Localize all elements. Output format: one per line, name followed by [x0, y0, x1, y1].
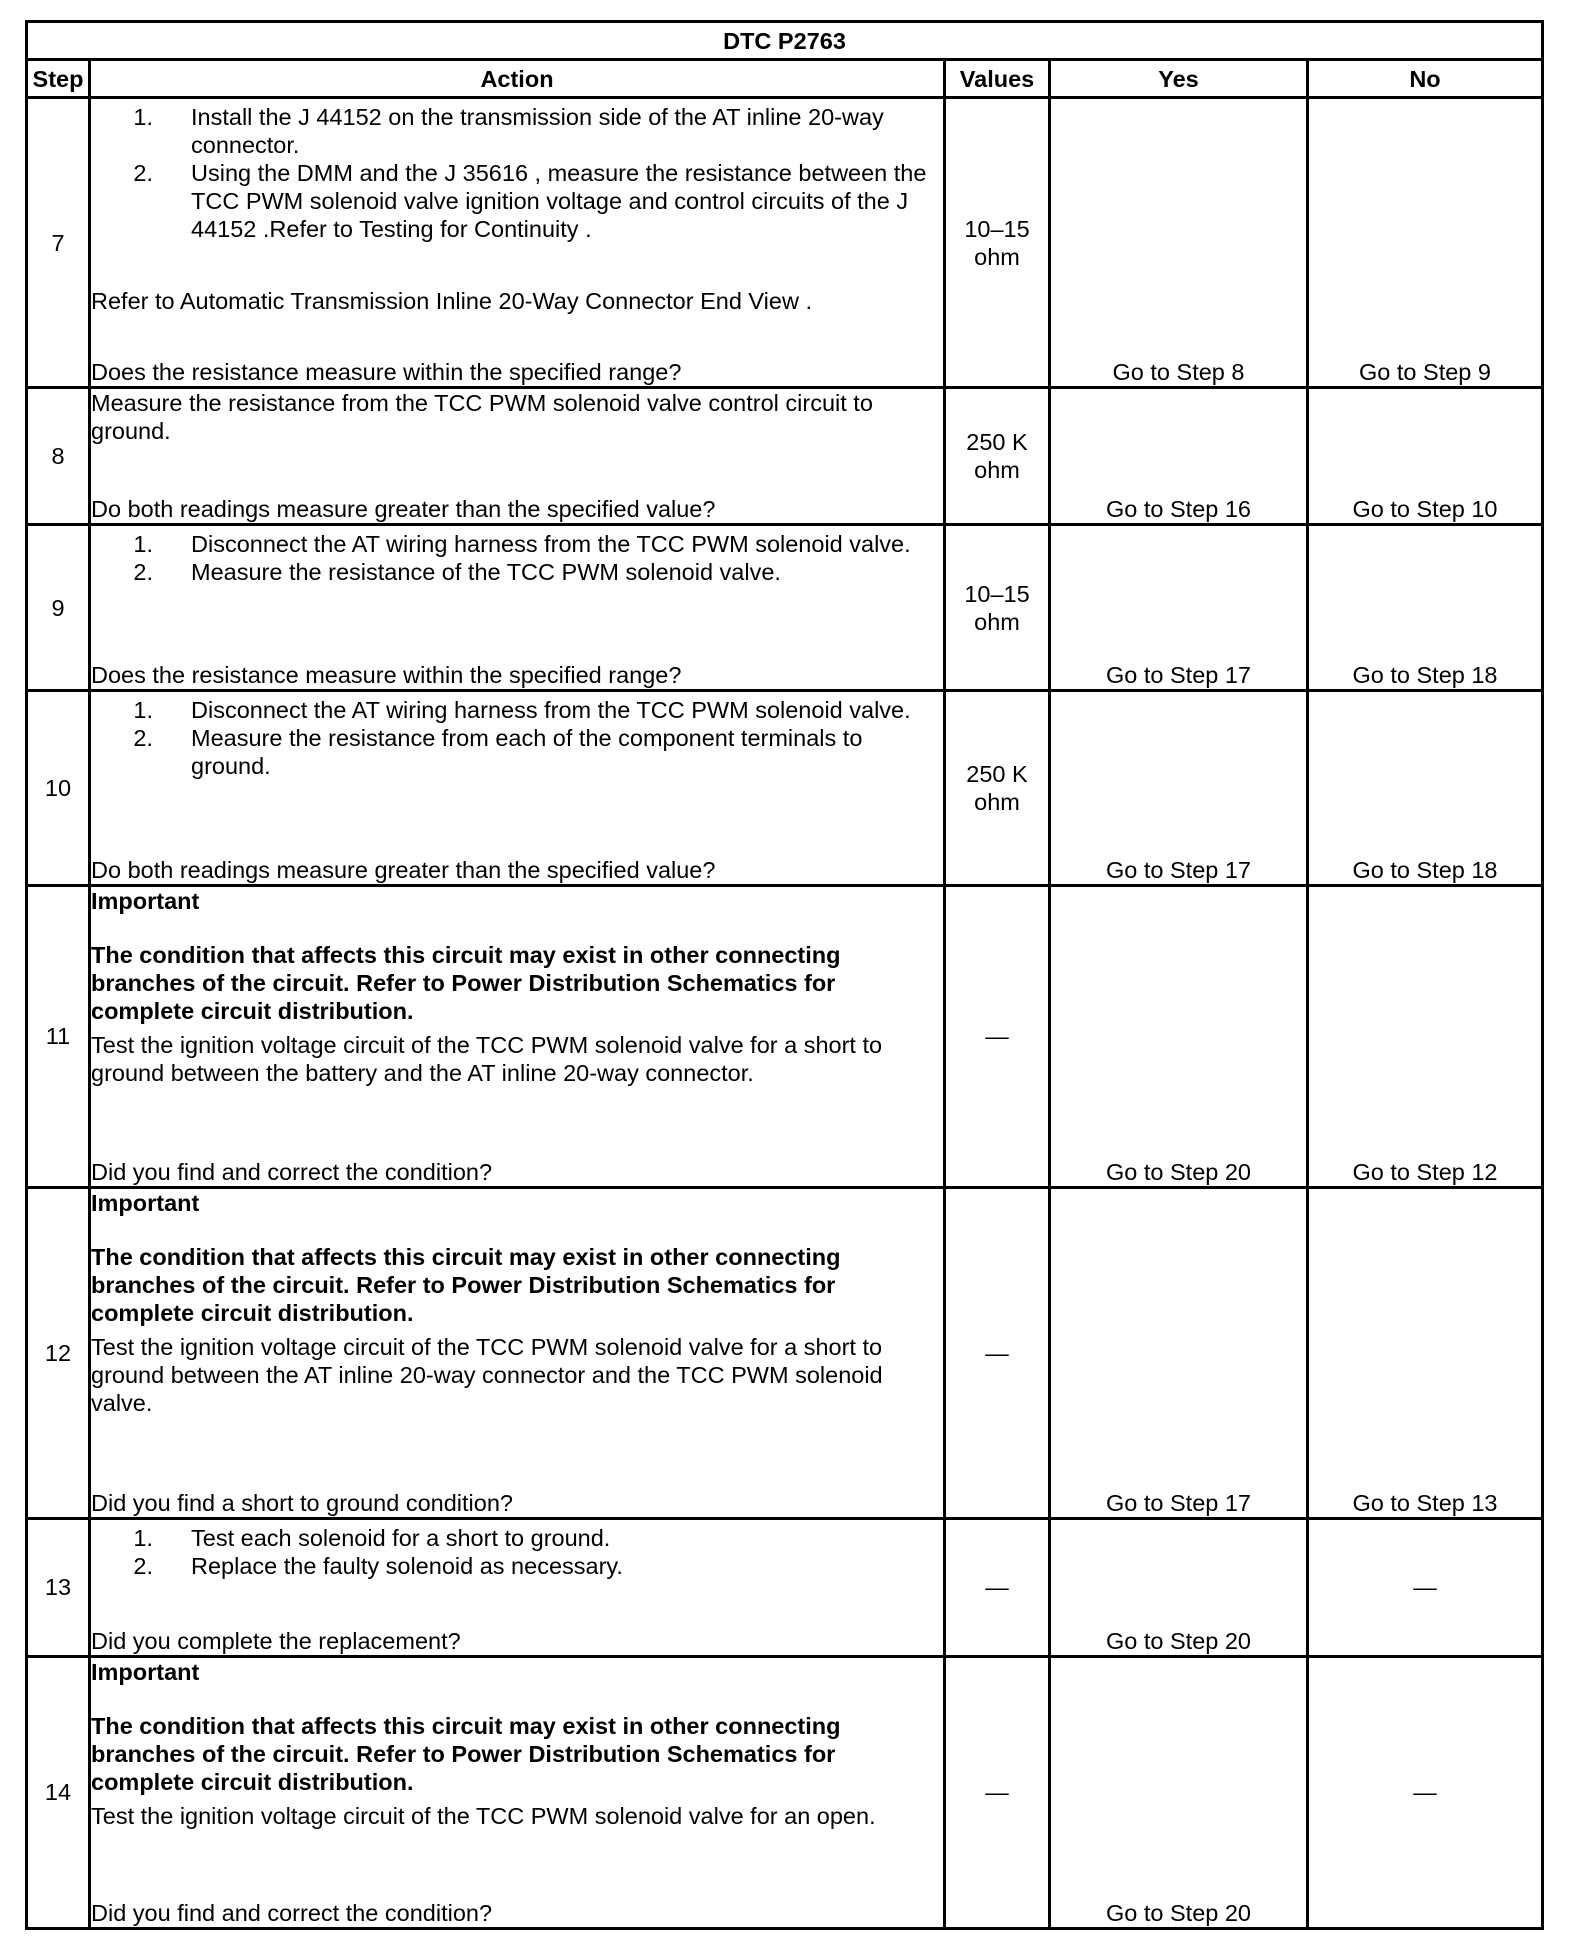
important-label: Important: [91, 1658, 200, 1685]
table-row: [27, 690, 1543, 885]
action-question: Did you find and correct the condition?: [91, 1900, 493, 1926]
important-label: Important: [91, 1190, 200, 1217]
table-row: [27, 1518, 1543, 1656]
list-item: 2. Measure the resistance from each of the component terminals to ground.: [133, 724, 863, 779]
no-link[interactable]: Go to Step 12: [1308, 885, 1543, 1187]
list-item: 2. Replace the faulty solenoid as necessary.: [133, 1552, 623, 1579]
action-cell: [90, 1188, 945, 1518]
step-number: 11: [27, 885, 90, 1187]
no-link[interactable]: Go to Step 10: [1308, 388, 1543, 525]
action-note: Refer to Automatic Transmission Inline 20-Way Connector End View .: [91, 287, 812, 314]
table-row: [27, 388, 1543, 525]
important-text: The condition that affects this circuit may exist in other connecting branches of the circuit. Refer to Power Distribution Schematics for complete circuit distribution.: [91, 941, 841, 1024]
action-question: Does the resistance measure within the specified range?: [91, 661, 682, 688]
step-number: 7: [27, 98, 90, 388]
yes-link[interactable]: Go to Step 17: [1050, 1188, 1308, 1518]
table-row: [27, 885, 1543, 1187]
header-action: Action: [90, 60, 945, 98]
action-text: Test the ignition voltage circuit of the TCC PWM solenoid valve for a short to ground between the battery and the AT inline 20-way connector.: [91, 1031, 883, 1086]
action-question: Did you find a short to ground condition?: [91, 1489, 513, 1516]
no-link[interactable]: Go to Step 13: [1308, 1188, 1543, 1518]
action-cell: [90, 525, 945, 690]
step-number: 8: [27, 388, 90, 525]
action-steps: [91, 103, 943, 243]
step-number: 9: [27, 525, 90, 690]
step-number: 10: [27, 690, 90, 885]
important-text: The condition that affects this circuit may exist in other connecting branches of the circuit. Refer to Power Distribution Schematics for complete circuit distribution.: [91, 1712, 841, 1795]
table-row: [27, 98, 1543, 388]
yes-link[interactable]: Go to Step 16: [1050, 388, 1308, 525]
list-item: 1. Test each solenoid for a short to ground.: [133, 1524, 611, 1551]
action-steps: [91, 1524, 943, 1580]
action-question: Does the resistance measure within the specified range?: [91, 359, 682, 386]
values-cell: 250 K ohm: [945, 388, 1050, 525]
header-no: No: [1308, 60, 1543, 98]
list-item: 2. Measure the resistance of the TCC PWM solenoid valve.: [133, 559, 781, 586]
values-cell: —: [945, 1188, 1050, 1518]
header-values: Values: [945, 60, 1050, 98]
action-question: Did you find and correct the condition?: [91, 1159, 493, 1186]
list-item: 1. Disconnect the AT wiring harness from the TCC PWM solenoid valve.: [133, 531, 911, 558]
yes-link[interactable]: Go to Step 17: [1050, 525, 1308, 690]
values-cell: 250 K ohm: [945, 690, 1050, 885]
action-cell: [90, 885, 945, 1187]
no-value: —: [1308, 1518, 1543, 1656]
action-steps: [91, 696, 943, 780]
step-number: 12: [27, 1188, 90, 1518]
dtc-table: [25, 20, 1544, 1930]
yes-link[interactable]: Go to Step 20: [1050, 1518, 1308, 1656]
action-question: Do both readings measure greater than the specified value?: [91, 496, 716, 523]
action-text: Test the ignition voltage circuit of the TCC PWM solenoid valve for an open.: [91, 1802, 876, 1829]
important-label: Important: [91, 887, 200, 914]
action-steps: [91, 530, 943, 586]
header-yes: Yes: [1050, 60, 1308, 98]
action-cell: [90, 1656, 945, 1928]
action-cell: [90, 690, 945, 885]
values-cell: —: [945, 885, 1050, 1187]
action-text: Measure the resistance from the TCC PWM solenoid valve control circuit to ground.: [91, 390, 873, 445]
action-cell: [90, 98, 945, 388]
yes-link[interactable]: Go to Step 17: [1050, 690, 1308, 885]
table-title: DTC P2763: [27, 22, 1543, 60]
values-cell: 10–15 ohm: [945, 525, 1050, 690]
no-link[interactable]: Go to Step 9: [1308, 98, 1543, 388]
action-text: Test the ignition voltage circuit of the TCC PWM solenoid valve for a short to ground between the AT inline 20-way connector and the TCC PWM solenoid valve.: [91, 1334, 883, 1417]
values-cell: —: [945, 1656, 1050, 1928]
action-question: Do both readings measure greater than the specified value?: [91, 856, 716, 883]
table-row: [27, 1656, 1543, 1928]
yes-link[interactable]: Go to Step 8: [1050, 98, 1308, 388]
step-number: 14: [27, 1656, 90, 1928]
no-value: —: [1308, 1656, 1543, 1928]
action-cell: [90, 1518, 945, 1656]
no-link[interactable]: Go to Step 18: [1308, 525, 1543, 690]
list-item: 1. Disconnect the AT wiring harness from the TCC PWM solenoid valve.: [133, 696, 911, 723]
no-link[interactable]: Go to Step 18: [1308, 690, 1543, 885]
values-cell: 10–15 ohm: [945, 98, 1050, 388]
list-item: 1. Install the J 44152 on the transmission side of the AT inline 20-way connector.: [133, 104, 884, 158]
action-cell: [90, 388, 945, 525]
table-row: [27, 525, 1543, 690]
important-text: The condition that affects this circuit may exist in other connecting branches of the circuit. Refer to Power Distribution Schematics for complete circuit distribution.: [91, 1244, 841, 1327]
yes-link[interactable]: Go to Step 20: [1050, 1656, 1308, 1928]
list-item: 2. Using the DMM and the J 35616 , measure the resistance between the TCC PWM solenoid valve ignition voltage and control circuits of the J 44152 .Refer to Testing for Continuity .: [133, 160, 927, 242]
action-question: Did you complete the replacement?: [91, 1627, 461, 1654]
step-number: 13: [27, 1518, 90, 1656]
values-cell: —: [945, 1518, 1050, 1656]
header-step: Step: [27, 60, 90, 98]
table-row: [27, 1188, 1543, 1518]
yes-link[interactable]: Go to Step 20: [1050, 885, 1308, 1187]
